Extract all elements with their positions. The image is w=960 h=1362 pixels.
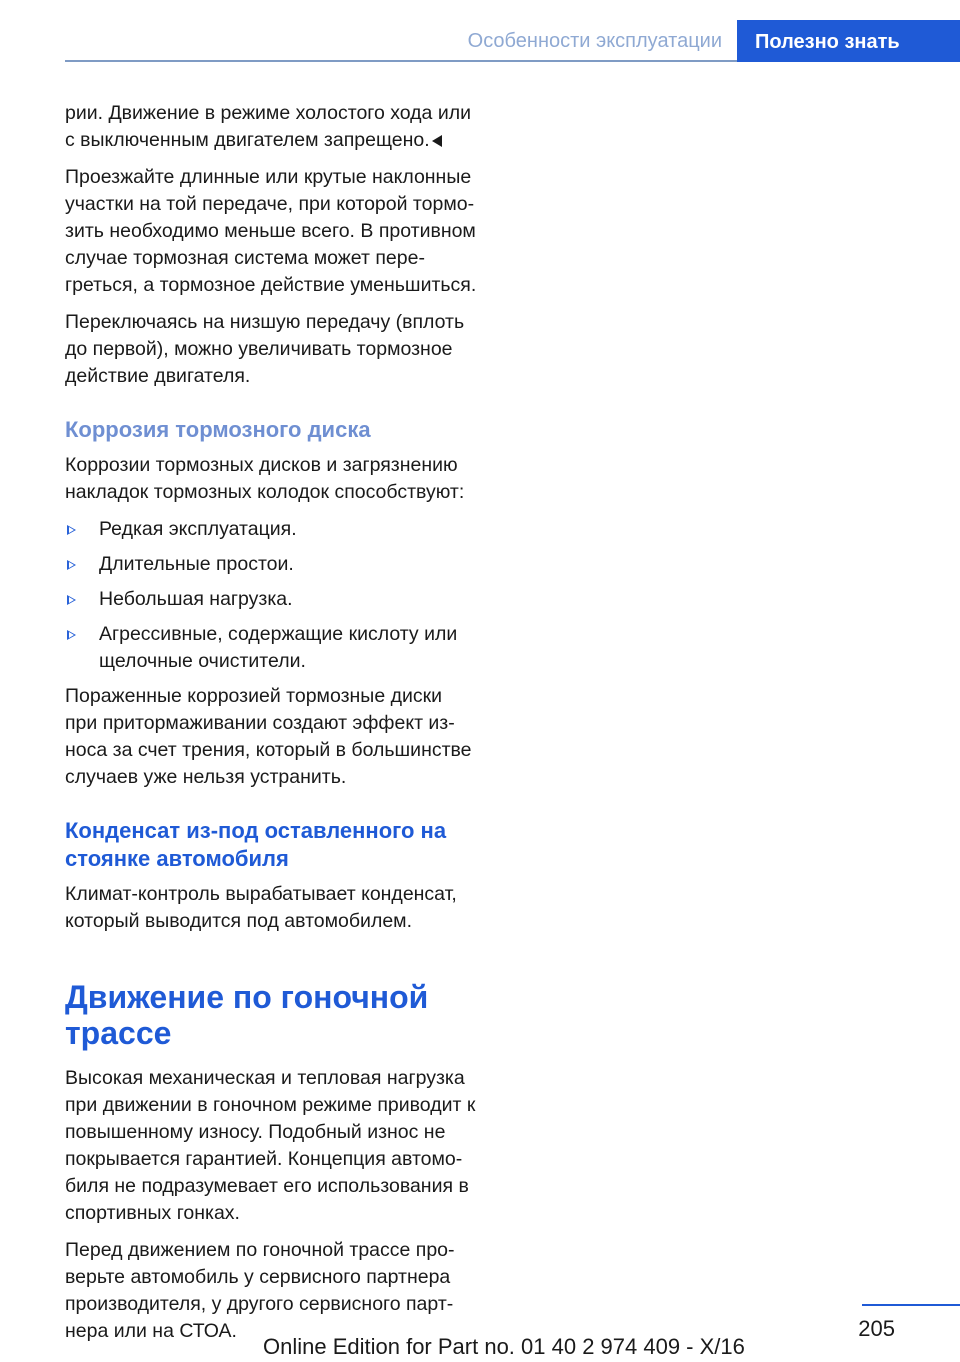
- list-item: [65, 516, 485, 543]
- header-section-title: Особенности эксплуатации: [467, 30, 722, 52]
- list-item: [65, 621, 485, 675]
- corrosion-causes-list: [65, 516, 485, 675]
- bullet-triangle-icon: [67, 630, 76, 640]
- list-item-text: Редкая эксплуатация.: [99, 518, 297, 540]
- bullet-triangle-icon: [67, 560, 76, 570]
- header-chapter-tab: Полезно знать: [737, 20, 960, 62]
- paragraph-condensate: Климат-контроль вырабатывает конденсат, который выводится под автомобилем.: [65, 883, 457, 932]
- page-content: [65, 100, 485, 1355]
- heading-race-track: Движение по гоночной трассе: [65, 979, 429, 1051]
- list-item-text: Небольшая нагрузка.: [99, 588, 293, 610]
- edition-note: Online Edition for Part no. 01 40 2 974 409 - X/16: [263, 1334, 745, 1359]
- list-item-text: Агрессивные, содержащие кислоту или щелочные очистители.: [99, 623, 458, 672]
- bullet-triangle-icon: [67, 525, 76, 535]
- heading-brake-disc-corrosion: Коррозия тормозного диска: [65, 417, 371, 442]
- list-item: [65, 551, 485, 578]
- list-item-text: Длительные простои.: [99, 553, 294, 575]
- footer-rule: [862, 1304, 960, 1306]
- bullet-triangle-icon: [67, 595, 76, 605]
- page-number: 205: [858, 1316, 895, 1341]
- heading-condensate: Конденсат из-под оставленного на стоянке автомобиля: [65, 818, 447, 871]
- paragraph-corrosion-intro: Коррозии тормозных дисков и загрязнению накладок тормозных колодок способствуют:: [65, 454, 465, 503]
- paragraph-descent-gear: Проезжайте длинные или крутые наклонные участки на той передаче, при которой тормо- зить необходимо меньше всего. В противном случае тормозная система может пере- греться, а тормозное действие уменьшиться.: [65, 166, 477, 296]
- paragraph-idle-warning: [65, 100, 485, 154]
- end-of-note-icon: [432, 135, 442, 147]
- paragraph-race-check: Перед движением по гоночной трассе про- верьте автомобиль у сервисного партнера производителя, у другого сервисного парт- нера или на СТОА.: [65, 1239, 455, 1342]
- paragraph-race-load: Высокая механическая и тепловая нагрузка при движении в гоночном режиме приводит к повышенному износу. Подобный износ не покрывается гарантией. Концепция автомо- биля не подразумевает его использования в спортивных гонках.: [65, 1067, 476, 1224]
- list-item: [65, 586, 485, 613]
- page-header: [65, 0, 960, 62]
- paragraph-engine-braking: Переключаясь на низшую передачу (вплоть до первой), можно увеличивать тормозное действие двигателя.: [65, 311, 465, 387]
- paragraph-corrosion-effect: Пораженные коррозией тормозные диски при притормаживании создают эффект из- носа за счет трения, который в большинстве случаев уже нельзя устранить.: [65, 685, 472, 788]
- paragraph-idle-warning-text: рии. Движение в режиме холостого хода или с выключенным двигателем запрещено.: [65, 102, 471, 151]
